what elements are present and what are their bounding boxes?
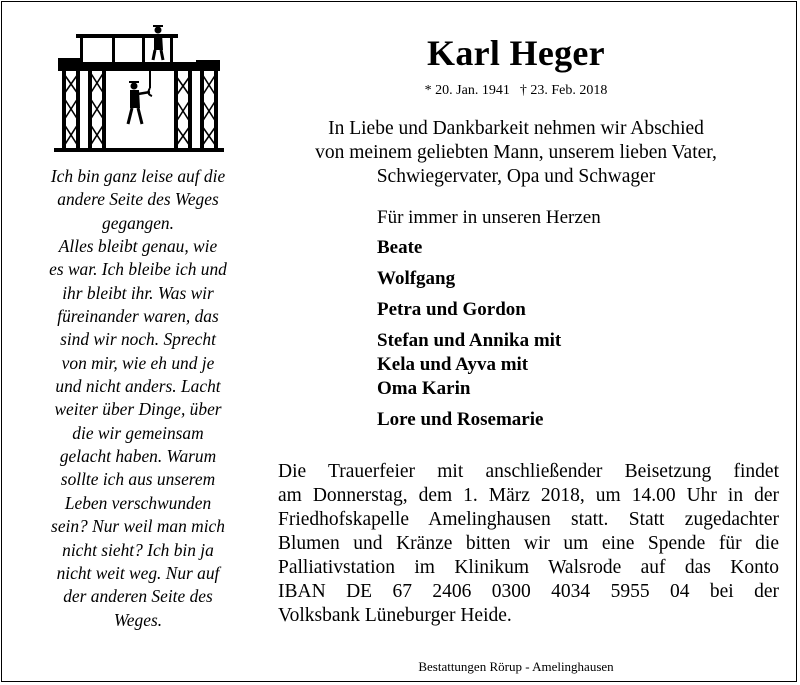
poem-line: andere Seite des Weges — [57, 189, 219, 210]
poem-line: und nicht anders. Lacht — [55, 376, 221, 397]
poem-line: füreinander waren, das — [57, 306, 219, 327]
forever-line: Für immer in unseren Herzen — [377, 207, 601, 228]
notice-line: Blumen und Kränze bitten wir um eine Spende für die — [278, 533, 779, 554]
notice-line: Volksbank Lüneburger Heide. — [278, 605, 512, 626]
mourner-name: Beate — [377, 237, 423, 258]
poem-line: Leben verschwunden — [64, 492, 212, 513]
poem-line: Ich bin ganz leise auf die — [50, 166, 226, 186]
funeral-home: Bestattungen Rörup - Amelinghausen — [418, 659, 614, 674]
notice-line: am Donnerstag, dem 1. März 2018, um 14.00 Uhr in der — [278, 485, 779, 506]
mourner-name: Wolfgang — [377, 268, 456, 289]
poem-line: weiter über Dinge, über — [54, 399, 222, 420]
poem-line: sein? Nur weil man mich — [51, 516, 225, 537]
workers-scaffold-illustration — [54, 24, 224, 154]
notice-line: Friedhofskapelle Amelinghausen statt. Statt zugedachter — [278, 509, 779, 530]
notice-line: Die Trauerfeier mit anschließender Beisetzung findet — [278, 461, 779, 482]
farewell-intro — [252, 117, 780, 189]
death-date: † 23. Feb. 2018 — [519, 83, 608, 98]
poem-line: nicht weit weg. Nur auf — [56, 562, 220, 583]
poem-line: ihr bleibt ihr. Was wir — [62, 282, 214, 303]
poem-line: sind wir noch. Sprecht — [60, 329, 216, 350]
poem-line: gelacht haben. Warum — [59, 446, 217, 467]
poem-line: von mir, wie eh und je — [61, 352, 215, 373]
poem-line: der anderen Seite des — [63, 586, 213, 607]
poem-line: Alles bleibt genau, wie — [58, 236, 218, 257]
life-dates — [302, 82, 730, 100]
poem-line: es war. Ich bleibe ich und — [49, 259, 227, 280]
poem-line: nicht sieht? Ich bin ja — [62, 539, 214, 560]
mourner-name: Stefan und Annika mit — [377, 330, 562, 351]
notice-line: IBAN DE 67 2406 0300 4034 5955 04 bei der — [278, 581, 779, 602]
obituary-card — [1, 1, 797, 682]
deceased-name: Karl Heger — [427, 33, 605, 73]
poem-line: sollte ich aus unserem — [60, 469, 216, 490]
mourner-name: Lore und Rosemarie — [377, 409, 544, 430]
mourner-name: Kela und Ayva mit — [377, 354, 529, 375]
poem — [24, 165, 252, 632]
poem-line: die wir gemeinsam — [72, 422, 204, 443]
intro-line: Schwiegervater, Opa und Schwager — [376, 166, 656, 187]
birth-date: * 20. Jan. 1941 — [424, 83, 510, 98]
funeral-notice — [278, 460, 779, 628]
intro-line: von meinem geliebten Mann, unserem lieben Vater, — [315, 142, 717, 163]
poem-line: Weges. — [113, 609, 163, 630]
intro-line: In Liebe und Dankbarkeit nehmen wir Abschied — [328, 118, 704, 139]
mourner-name: Oma Karin — [377, 378, 471, 399]
mourner-name: Petra und Gordon — [377, 299, 526, 320]
poem-line: gegangen. — [102, 212, 174, 233]
notice-line: Palliativstation im Klinikum Walsrode auf das Konto — [278, 557, 779, 578]
